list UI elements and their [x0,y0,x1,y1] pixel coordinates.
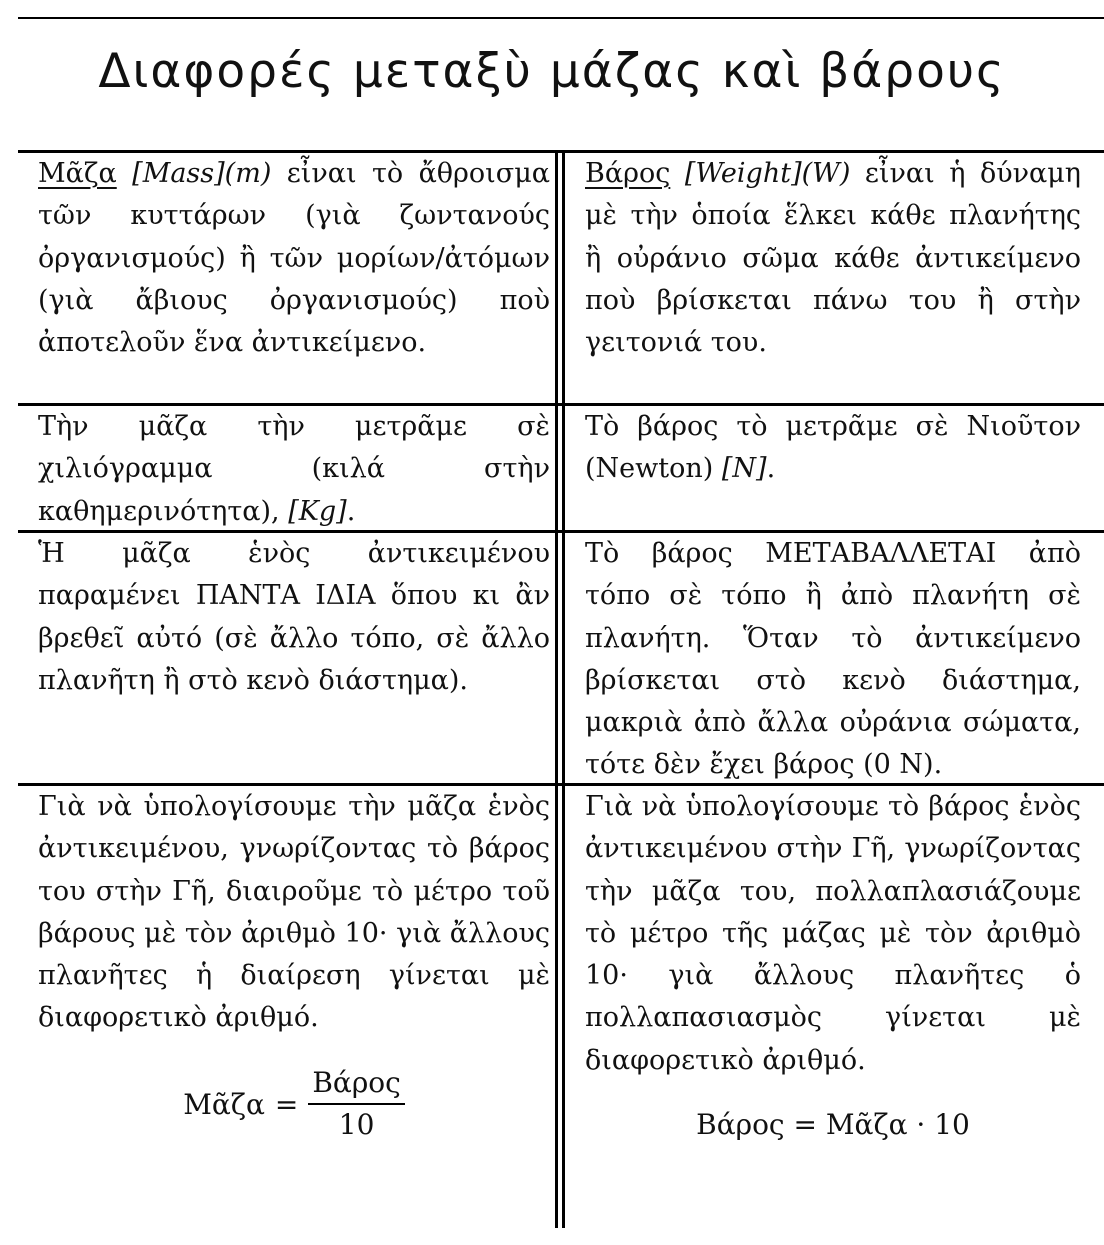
column-divider [555,150,558,1228]
weight-unit-symbol: [N] [721,453,767,485]
column-divider [562,150,565,1228]
weight-term: Βάρος [585,158,671,189]
mass-symbol: [Mass](m) [132,158,272,189]
mass-formula-equals: = [274,1087,299,1121]
top-rule [18,17,1104,19]
mass-formula-fraction [308,1063,404,1145]
mass-formula-numerator: Βάρος [308,1063,404,1105]
weight-unit [585,406,1081,491]
weight-symbol: [Weight](W) [684,158,851,189]
weight-formula: Βάρος = Μᾶζα · 10 [696,1108,970,1141]
mass-formula [38,1063,550,1145]
weight-variation: Τὸ βάρος ΜΕΤΑΒΑΛΛΕΤΑΙ ἀπὸ τόπο σὲ τόπο ἢ ἀπὸ πλανήτη σὲ πλανήτη. Ὅταν τὸ ἀντικείμενο βρίσκεται στὸ κενὸ διάστημα, μακριὰ ἀπὸ ἄλλα οὐράνια σώματα, τότε δὲν ἔχει βάρος (0 N). [585,538,1081,781]
weight-unit-text: Τὸ βάρος τὸ μετρᾶμε σὲ Νιοῦτον (Newton) [585,411,1081,485]
comparison-table [18,150,1104,1228]
page-title: Διαφορές μεταξὺ μάζας καὶ βάρους [98,44,1006,99]
mass-definition-text: εἶναι τὸ ἄθροισμα τῶν κυττάρων (γιὰ ζωντανούς ὀργανισμούς) ἢ τῶν μορίων/ἀτόμων (γιὰ ἄβιους ὀργανισμούς) ποὺ ἀποτελοῦν ἕνα ἀντικείμενο. [38,158,550,359]
mass-formula-lhs: Μᾶζα [183,1087,265,1121]
mass-term: Μᾶζα [38,158,117,189]
mass-unit [38,406,550,533]
mass-unit-text: Τὴν μᾶζα τὴν μετρᾶμε σὲ χιλιόγραμμα (κιλά στὴν καθημερινότητα), [38,411,550,527]
weight-calculation: Γιὰ νὰ ὑπολογίσουμε τὸ βάρος ἑνὸς ἀντικειμένου στὴν Γῆ, γνωρίζοντας τὴν μᾶζα του, πολλαπλασιάζουμε τὸ μέτρο τῆς μάζας μὲ τὸν ἀριθμὸ 10· γιὰ ἄλλους πλανῆτες ὁ πολλαπασιασμὸς γίνεται μὲ διαφορετικὸ ἀριθμό. [585,791,1081,1076]
mass-calculation: Γιὰ νὰ ὑπολογίσουμε τὴν μᾶζα ἑνὸς ἀντικειμένου, γνωρίζοντας τὸ βάρος του στὴν Γῆ, διαιροῦμε τὸ μέτρο τοῦ βάρους μὲ τὸν ἀριθμὸ 10· γιὰ ἄλλους πλανῆτες ἡ διαίρεση γίνεται μὲ διαφορετικὸ ἀριθμό. [38,791,550,1034]
mass-formula-denominator: 10 [338,1108,375,1141]
weight-unit-tail: . [766,453,776,485]
weight-definition-text: εἶναι ἡ δύναμη μὲ τὴν ὁποία ἕλκει κάθε πλανήτης ἢ οὐράνιο σῶμα κάθε ἀντικείμενο ποὺ βρίσκεται πάνω του ἢ στὴν γειτονιά του. [585,158,1081,359]
mass-unit-tail: . [346,495,356,527]
weight-definition [585,153,1081,364]
mass-definition [38,153,550,364]
mass-constancy: Ἡ μᾶζα ἑνὸς ἀντικειμένου παραμένει ΠΑΝΤΑ ΙΔΙΑ ὅπου κι ἂν βρεθεῖ αὐτό (σὲ ἄλλο τόπο, σὲ ἄλλο πλανῆτη ἢ στὸ κενὸ διάστημα). [38,538,550,696]
mass-unit-symbol: [Kg] [288,495,347,527]
